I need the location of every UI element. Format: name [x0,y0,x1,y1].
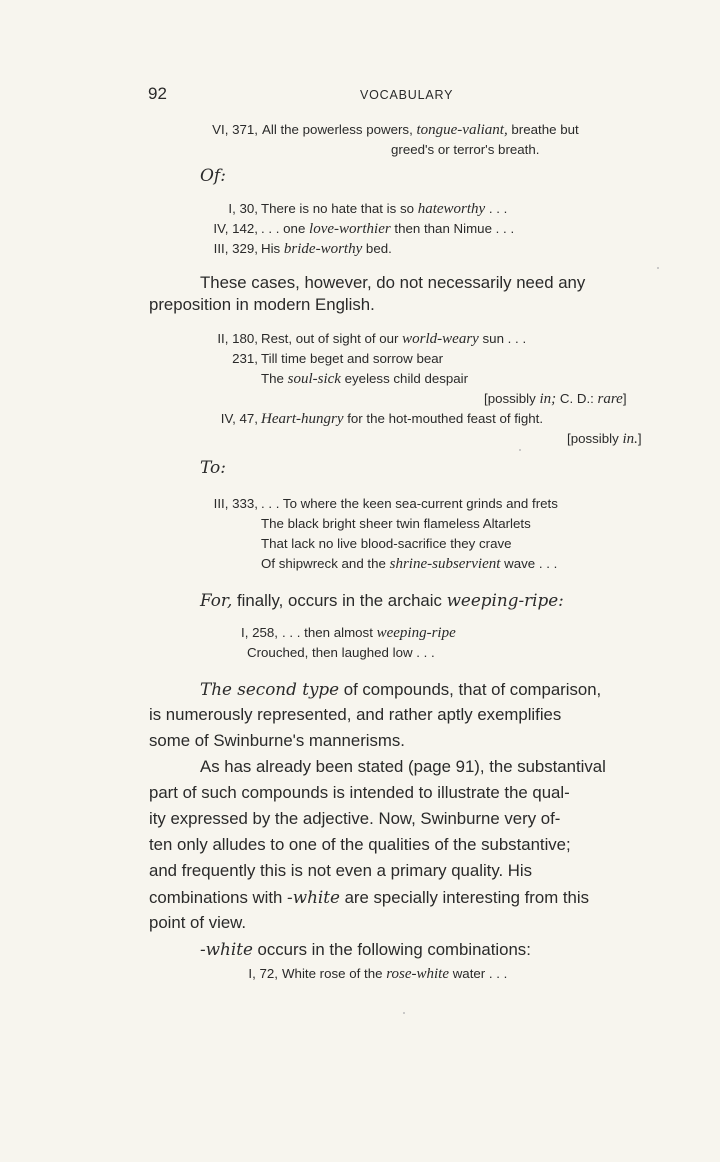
quote-line: Of shipwreck and the shrine-subservient wave . . . [261,556,558,572]
quote-line [0,221,720,237]
quote-text: Till time beget and sorrow bear [261,351,444,366]
body-line: ten only alludes to one of the qualities of the substantive; [149,835,571,854]
quote-line: The black bright sheer twin flameless Altarlets [261,516,531,531]
quote-line [0,331,720,347]
quote-text: . . . one love-worthier then than Nimue . . . [261,221,515,237]
quote-reference: 231, [232,351,258,366]
section-heading-of: Of: [200,166,226,186]
body-line: The second type of compounds, that of comparison, [200,679,602,699]
section-heading-to: To: [200,458,226,478]
body-line: part of such compounds is intended to illustrate the qual- [149,783,570,802]
quote-reference: I, 72, [248,966,278,981]
quote-line [0,241,720,257]
editorial-note: [possibly in; C. D.: rare] [484,391,627,407]
editorial-note: [possibly in.] [567,431,642,447]
quote-reference: II, 180, [217,331,258,346]
running-head: VOCABULARY [360,88,454,102]
quote-line [0,201,720,217]
quote-reference: VI, 371, [212,122,258,137]
quote-line [0,351,720,367]
body-line: combinations with -white are specially interesting from this [149,887,589,907]
page-number: 92 [148,84,167,103]
quote-text: White rose of the rose-white water . . . [282,966,508,982]
quote-reference: III, 333, [213,496,258,511]
quote-line [0,625,720,641]
quote-text: All the powerless powers, tongue-valiant, breathe but [262,122,579,138]
print-speck [519,449,521,451]
quote-line: That lack no live blood-sacrifice they crave [261,536,512,551]
quote-text: There is no hate that is so hateworthy . . . [261,201,508,217]
body-line: -white occurs in the following combinations: [200,939,531,959]
print-speck [403,1012,405,1014]
body-line: and frequently this is not even a primary quality. His [149,861,533,880]
quote-text: . . . then almost weeping-ripe [282,625,456,641]
quote-line: Crouched, then laughed low . . . [247,645,435,660]
body-line: preposition in modern English. [149,295,375,314]
quote-line [0,496,720,512]
body-line: is numerously represented, and rather aptly exemplifies [149,705,562,724]
body-line: As has already been stated (page 91), the substantival [200,757,606,776]
body-line: For, finally, occurs in the archaic weeping-ripe: [200,590,564,610]
quote-reference: I, 258, [241,625,278,640]
quote-reference: I, 30, [228,201,258,216]
quote-line: greed's or terror's breath. [391,142,540,157]
quote-reference: IV, 142, [213,221,258,236]
body-line: some of Swinburne's mannerisms. [149,731,405,750]
body-line: ity expressed by the adjective. Now, Swinburne very of- [149,809,561,828]
body-line: point of view. [149,913,247,932]
quote-line [0,411,720,427]
quote-line [0,122,720,138]
print-speck [657,267,659,269]
quote-text: His bride-worthy bed. [261,241,392,257]
quote-reference: IV, 47, [220,411,258,426]
quote-reference: III, 329, [213,241,258,256]
quote-text: . . . To where the keen sea-current grinds and frets [261,496,558,511]
quote-text: Heart-hungry for the hot-mouthed feast of fight. [261,411,544,427]
quote-line [0,966,720,982]
quote-line: The soul-sick eyeless child despair [261,371,469,387]
quote-text: Rest, out of sight of our world-weary sun . . . [261,331,527,347]
body-line: These cases, however, do not necessarily need any [200,273,586,292]
